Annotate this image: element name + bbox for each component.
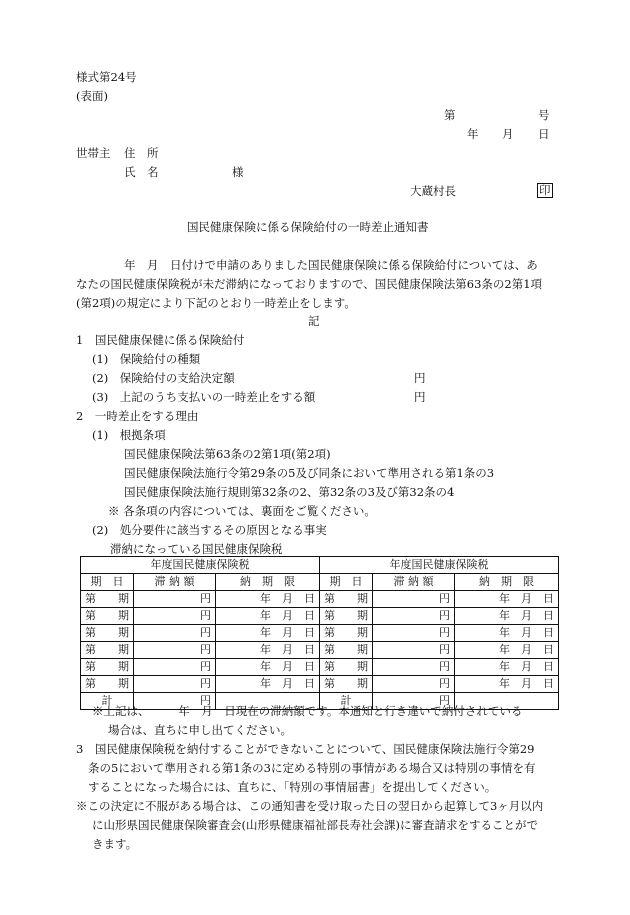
table-group-header-left: 年度国民健康保険税 bbox=[81, 557, 320, 574]
section-1-title: 1 国民健康保健に係る保険給付 bbox=[76, 333, 245, 347]
due-date-cell: 年 月 日 bbox=[455, 642, 559, 659]
amount-cell: 円 bbox=[373, 625, 455, 642]
table-row bbox=[81, 625, 559, 642]
period-cell: 第 期 bbox=[81, 608, 134, 625]
law-note: ※ 各条項の内容については、裏面をご覧ください。 bbox=[108, 504, 376, 518]
due-date-cell: 年 月 日 bbox=[216, 659, 320, 676]
document-title: 国民健康保険に係る保険給付の一時差止通知書 bbox=[187, 220, 429, 234]
section-2-item-2: (2) 処分要件に該当するその原因となる事実 bbox=[92, 523, 327, 537]
table-row bbox=[81, 642, 559, 659]
due-date-cell: 年 月 日 bbox=[216, 642, 320, 659]
table-note-line-1: ※上記は、 年 月 日現在の滞納額です。本通知と行き違いで納付されている bbox=[92, 704, 523, 718]
honorific: 様 bbox=[232, 165, 244, 179]
col-amount-header: 滞 納 額 bbox=[134, 574, 216, 591]
due-date-cell: 年 月 日 bbox=[455, 625, 559, 642]
col-due-header: 納 期 限 bbox=[455, 574, 559, 591]
section-2-item-1: (1) 根拠条項 bbox=[92, 428, 166, 442]
section-3-line-2: 条の5において準用される第1条の3に定める特別の事情がある場合又は特別の事情を有 bbox=[88, 761, 536, 775]
col-period-header: 期 日 bbox=[320, 574, 373, 591]
due-date-cell: 年 月 日 bbox=[216, 676, 320, 693]
due-date-cell: 年 月 日 bbox=[455, 659, 559, 676]
form-side: (表面) bbox=[76, 89, 108, 103]
period-cell: 第 期 bbox=[320, 676, 373, 693]
amount-cell: 円 bbox=[134, 659, 216, 676]
period-cell: 第 期 bbox=[320, 591, 373, 608]
date-month: 月 bbox=[502, 127, 514, 141]
section-2-title: 2 一時差止をする理由 bbox=[76, 409, 199, 423]
addressee-role: 世帯主 bbox=[76, 146, 111, 160]
period-cell: 第 期 bbox=[320, 625, 373, 642]
col-amount-header: 滞 納 額 bbox=[373, 574, 455, 591]
period-cell: 第 期 bbox=[81, 642, 134, 659]
ki-mark: 記 bbox=[308, 314, 320, 328]
section-3-line-1: 3 国民健康保険税を納付することができないことについて、国民健康保険法施行令第29 bbox=[76, 742, 535, 756]
issuer: 大蔵村長 bbox=[410, 184, 456, 198]
doc-no-suffix: 号 bbox=[538, 108, 550, 122]
total-label: 計 bbox=[81, 693, 134, 710]
body-line-1: 年 月 日付けで申請のありました国民健康保険に係る保険給付については、あ bbox=[124, 258, 538, 272]
total-amount-cell: 円 bbox=[373, 693, 455, 710]
body-line-2: なたの国民健康保険税が未だ滞納になっておりますので、国民健康保険法第63条の2第1項 bbox=[76, 277, 543, 291]
amount-cell: 円 bbox=[373, 608, 455, 625]
period-cell: 第 期 bbox=[81, 659, 134, 676]
delinquent-label: 滞納になっている国民健康保険税 bbox=[110, 542, 283, 556]
law-reference-3: 国民健康保険法施行規則第32条の2、第32条の3及び第32条の4 bbox=[124, 485, 455, 499]
amount-cell: 円 bbox=[373, 676, 455, 693]
section-1-item-2-unit: 円 bbox=[414, 371, 426, 385]
form-number: 様式第24号 bbox=[76, 70, 137, 84]
appeal-line-1: ※この決定に不服がある場合は、この通知書を受け取った日の翌日から起算して3ヶ月以内 bbox=[76, 799, 544, 813]
due-date-cell: 年 月 日 bbox=[216, 591, 320, 608]
table-note-line-2: 場合は、直ちに申し出てください。 bbox=[108, 723, 292, 737]
table-group-header-right: 年度国民健康保険税 bbox=[320, 557, 559, 574]
table-row bbox=[81, 591, 559, 608]
section-1-item-3: (3) 上記のうち支払いの一時差止をする額 bbox=[92, 390, 316, 404]
period-cell: 第 期 bbox=[320, 659, 373, 676]
address-label: 住 所 bbox=[124, 146, 159, 160]
appeal-line-3: きます。 bbox=[92, 837, 138, 851]
name-label: 氏 名 bbox=[124, 165, 159, 179]
period-cell: 第 期 bbox=[81, 591, 134, 608]
due-date-cell: 年 月 日 bbox=[216, 625, 320, 642]
law-reference-1: 国民健康保険法第63条の2第1項(第2項) bbox=[124, 447, 331, 461]
due-date-cell: 年 月 日 bbox=[455, 676, 559, 693]
period-cell: 第 期 bbox=[320, 642, 373, 659]
table-column-header-row bbox=[81, 574, 559, 591]
date-year: 年 bbox=[467, 127, 479, 141]
amount-cell: 円 bbox=[134, 608, 216, 625]
due-date-cell: 年 月 日 bbox=[216, 608, 320, 625]
table-row bbox=[81, 659, 559, 676]
due-date-cell: 年 月 日 bbox=[455, 608, 559, 625]
total-amount-cell: 円 bbox=[134, 693, 216, 710]
table-group-header-row bbox=[81, 557, 559, 574]
law-reference-2: 国民健康保険法施行令第29条の5及び同条において準用される第1条の3 bbox=[124, 466, 495, 480]
section-3-line-3: することになった場合には、直ちに、「特別の事情届書」を提出してください。 bbox=[88, 780, 497, 794]
amount-cell: 円 bbox=[373, 591, 455, 608]
period-cell: 第 期 bbox=[81, 676, 134, 693]
doc-no-prefix: 第 bbox=[444, 108, 456, 122]
amount-cell: 円 bbox=[134, 642, 216, 659]
section-1-item-2: (2) 保険給付の支給決定額 bbox=[92, 371, 235, 385]
delinquency-table bbox=[80, 556, 559, 710]
body-line-3: (第2項)の規定により下記のとおり一時差止をします。 bbox=[76, 296, 356, 310]
date-day: 日 bbox=[538, 127, 550, 141]
seal-stamp: 印 bbox=[539, 183, 551, 197]
table-row bbox=[81, 676, 559, 693]
section-1-item-1: (1) 保険給付の種類 bbox=[92, 352, 201, 366]
amount-cell: 円 bbox=[134, 591, 216, 608]
amount-cell: 円 bbox=[373, 642, 455, 659]
amount-cell: 円 bbox=[134, 625, 216, 642]
appeal-line-2: に山形県国民健康保険審査会(山形県健康福祉部長寿社会課)に審査請求をすることがで bbox=[92, 818, 538, 832]
section-1-item-3-unit: 円 bbox=[414, 390, 426, 404]
col-due-header: 納 期 限 bbox=[216, 574, 320, 591]
amount-cell: 円 bbox=[373, 659, 455, 676]
period-cell: 第 期 bbox=[81, 625, 134, 642]
period-cell: 第 期 bbox=[320, 608, 373, 625]
table-row bbox=[81, 608, 559, 625]
col-period-header: 期 日 bbox=[81, 574, 134, 591]
due-date-cell: 年 月 日 bbox=[455, 591, 559, 608]
total-label: 計 bbox=[320, 693, 373, 710]
amount-cell: 円 bbox=[134, 676, 216, 693]
